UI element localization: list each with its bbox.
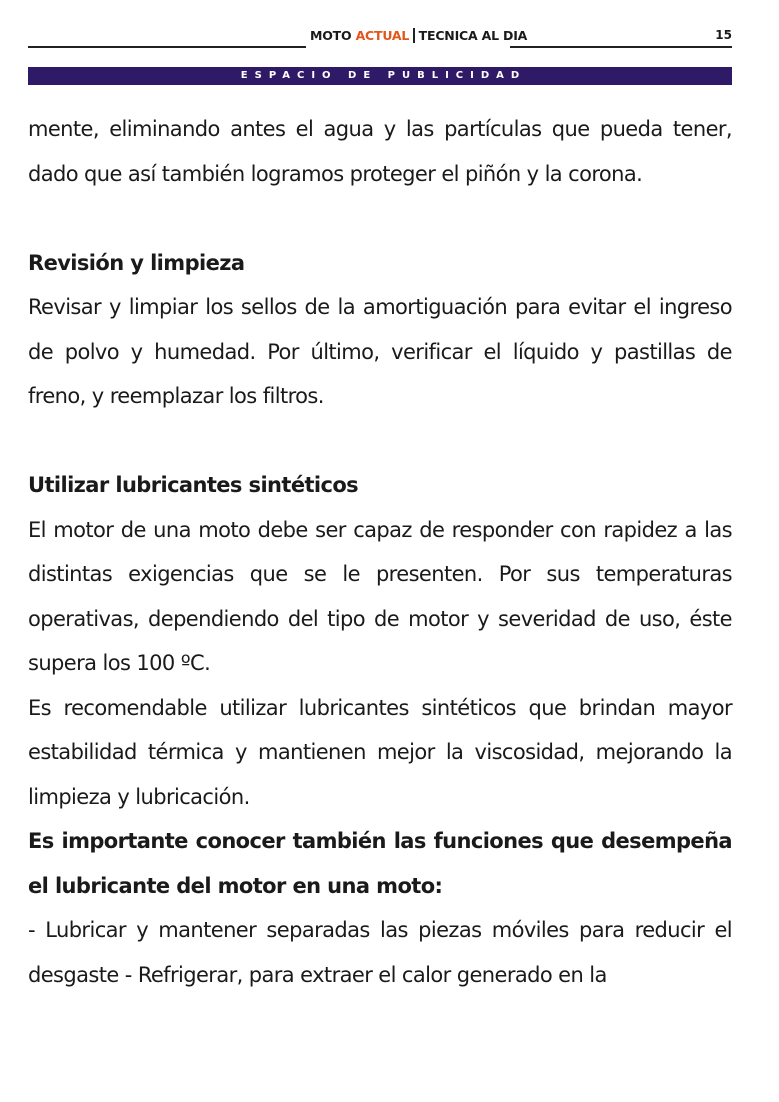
section-name: TECNICA AL DIA [418,28,528,43]
section-list-item: - Lubricar y mantener separadas las piezas móviles para reducir el desgaste - Refrigerar, para extraer el calor generado en la [28,918,732,987]
section-paragraph-recomendable: Es recomendable utilizar lubricantes sintéticos que brindan mayor estabilidad térmica y mantienen mejor la viscosidad, mejorando la limpieza y lubricación. [28,695,732,809]
article-body [28,107,732,997]
ad-banner: ESPACIO DE PUBLICIDAD [28,67,732,85]
spacer [28,419,732,464]
brand-moto: MOTO [310,28,352,43]
section-paragraph-motor: El motor de una moto debe ser capaz de responder con rapidez a las distintas exigencias que se le presenten. Por sus temperaturas operativas, dependiendo del tipo de motor y severidad de uso, éste supera los 100 ºC. [28,517,732,675]
section-heading-revision: Revisión y limpieza [28,250,245,275]
intro-paragraph: mente, eliminando antes el agua y las partículas que pueda tener, dado que así también logramos proteger el piñón y la corona. [28,117,732,186]
section-paragraph-funciones: Es importante conocer también las funciones que desempeña el lubricante del motor en una moto: [28,829,732,898]
section-heading-lubricantes: Utilizar lubricantes sintéticos [28,473,359,497]
header-rule-right [510,46,732,48]
header-separator [413,28,415,43]
header-title [310,28,527,43]
section-paragraph-revision: Revisar y limpiar los sellos de la amortiguación para evitar el ingreso de polvo y humedad. Por último, verificar el líquido y pastillas de freno, y reemplazar los filtros. [28,295,732,408]
page-number: 15 [715,28,732,42]
header-rule-left [28,46,306,48]
brand-actual: ACTUAL [355,28,410,43]
spacer [28,196,732,241]
page-header [28,22,732,52]
